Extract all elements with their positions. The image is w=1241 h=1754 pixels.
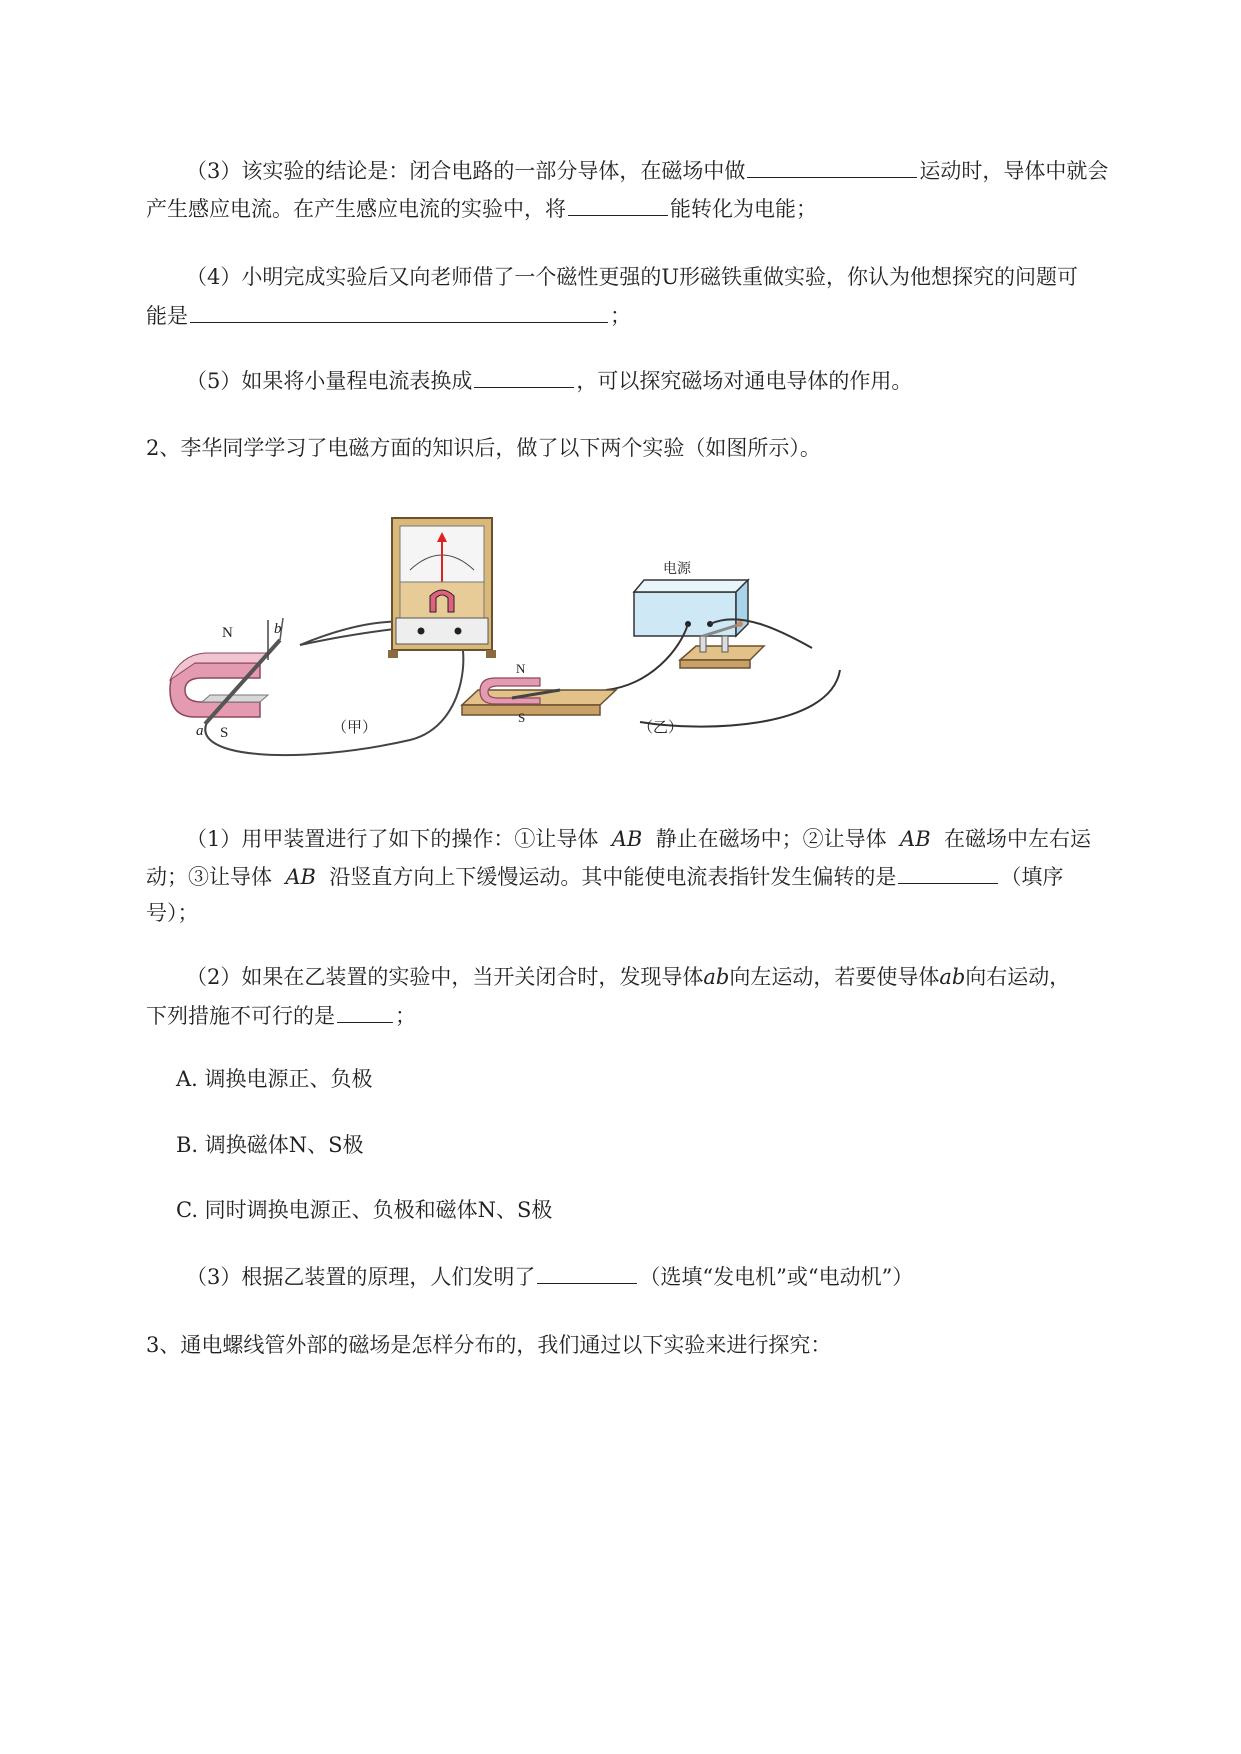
q2-sub2-line2: 下列措施不可行的是 ； (146, 1000, 416, 1031)
answer-blank[interactable] (190, 300, 608, 323)
label-a-jia: a (196, 723, 204, 739)
answer-blank[interactable] (568, 193, 668, 216)
q2-sub2-line1: （2）如果在乙装置的实验中，当开关闭合时，发现导体ab向左运动，若要使导体ab向右运动， (186, 965, 1071, 989)
q1-part3-line2: 产生感应电流。在产生感应电流的实验中，将 能转化为电能； (146, 193, 817, 224)
q1-part3-line1: （3）该实验的结论是：闭合电路的一部分导体，在磁场中做 运动时，导体中就会 (186, 155, 1108, 186)
q2-sub1-line3: 号）； (146, 901, 199, 925)
answer-blank[interactable] (898, 861, 998, 884)
answer-blank[interactable] (474, 365, 574, 388)
option-a[interactable]: A. 调换电源正、负极 (176, 1067, 373, 1091)
q2-sub3: （3）根据乙装置的原理，人们发明了 （选填“发电机”或“电动机”） (186, 1261, 913, 1292)
answer-blank[interactable] (337, 1000, 393, 1023)
q1-part5: （5）如果将小量程电流表换成 ，可以探究磁场对通电导体的作用。 (186, 365, 912, 396)
galvanometer (388, 518, 496, 658)
answer-blank[interactable] (537, 1261, 637, 1284)
label-power: 电源 (663, 562, 691, 577)
caption-yi: （乙） (638, 720, 684, 736)
q2-sub1-line1: （1）用甲装置进行了如下的操作：①让导体 AB 静止在磁场中；②让导体 AB 在磁场中左右运 (186, 827, 1092, 851)
label-s-jia: S (220, 725, 229, 741)
label-n-jia: N (222, 625, 233, 641)
label-s-yi: S (518, 710, 526, 725)
option-b[interactable]: B. 调换磁体N、S极 (176, 1133, 364, 1157)
q2-stem: 2、李华同学学习了电磁方面的知识后，做了以下两个实验（如图所示）。 (146, 436, 821, 460)
q2-sub1-line2: 动；③让导体 AB 沿竖直方向上下缓慢运动。其中能使电流表指针发生偏转的是 （填序 (146, 861, 1063, 892)
answer-blank[interactable] (747, 155, 917, 178)
experiment-figure (140, 500, 860, 774)
q1-part4-line1: （4）小明完成实验后又向老师借了一个磁性更强的U形磁铁重做实验，你认为他想探究的问题可 (186, 265, 1079, 289)
q1-part4-line2: 能是 ； (146, 300, 631, 331)
wire-yi-3 (640, 670, 840, 727)
caption-jia: （甲） (332, 720, 378, 736)
label-b-jia: b (274, 621, 282, 637)
option-c[interactable]: C. 同时调换电源正、负极和磁体N、S极 (176, 1198, 553, 1222)
q3-stem: 3、通电螺线管外部的磁场是怎样分布的，我们通过以下实验来进行探究： (146, 1333, 832, 1357)
label-n-yi: N (516, 661, 526, 676)
